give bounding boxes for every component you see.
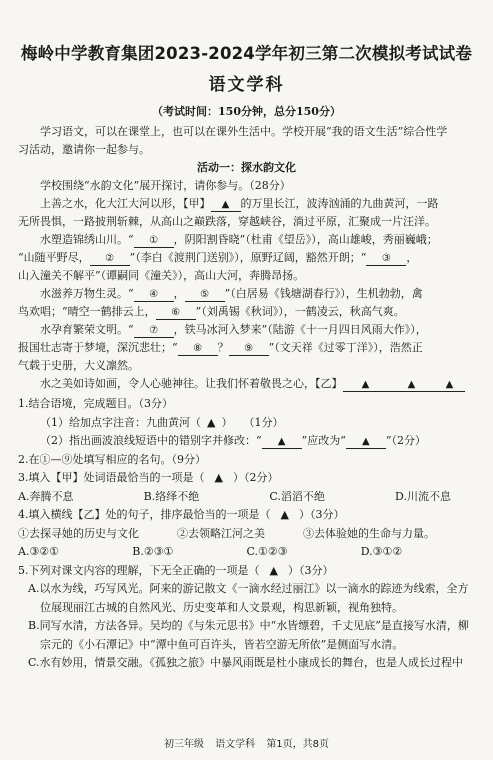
items-q4 [18, 525, 475, 544]
sentence-item: ②去领略江河之美 [177, 526, 265, 540]
sentence-item: ③去体验她的生命与力量。 [303, 526, 435, 540]
answer-mark: ▲ [214, 471, 223, 484]
question-text: ）（3分） [287, 563, 334, 577]
passage-text: 鸟欢唱；“晴空一鹤排云上， [18, 305, 156, 318]
option: B.②③① [132, 545, 174, 558]
option: D.③①② [360, 545, 403, 558]
passage-text: 水之美如诗如画，令人心驰神往。让我们怀着敬畏之心，【乙】 [40, 377, 343, 390]
blank-yi: ▲ [435, 378, 465, 392]
passage-text: ”（文天祥《过零丁洋》），浩然正 [268, 341, 423, 354]
option: D.川流不息 [395, 489, 451, 503]
option-b: B.同写水清，方法各异。吴均的《与朱元思书》中“水皆缥碧，千丈见底”是直接写水清，柳宗元的《小石潭记》中“潭中鱼可百许头，皆若空游无所依”是侧面写水清。 [28, 619, 469, 651]
option: A.③②① [18, 545, 60, 558]
passage-text: 报国壮志寄于梦境，深沉悲壮；“ [18, 341, 178, 354]
passage-text: ？ [217, 341, 229, 354]
answer-mark: ▲ [207, 415, 216, 429]
sentence-item: ①去探寻她的历史与文化 [18, 526, 139, 540]
answer-blank: ▲ [262, 435, 302, 449]
blank-9: ⑨ [229, 342, 269, 356]
passage-text: ”（李白《渡荆门送别》），原野辽阔，豁然开朗；“ [129, 251, 367, 264]
option: C.滔滔不绝 [269, 489, 325, 503]
blank-yi: ▲ [343, 378, 389, 392]
footer-subject: 语文学科 [215, 739, 256, 750]
passage-text: ， [406, 251, 418, 264]
options-q4 [18, 543, 475, 562]
footer-grade: 初三年级 [163, 739, 204, 750]
passage-text: 的万里长江，波涛汹涌的九曲黄河，一路 [240, 197, 439, 210]
question-text: （1）给加点字注音：九曲黄河（ [40, 415, 201, 429]
footer-page: 第1页，共8页 [266, 739, 330, 750]
question-list [18, 395, 475, 673]
option: A.奔腾不息 [18, 489, 74, 503]
activity-heading: 活动一：探水韵文化 [197, 161, 296, 174]
option: B.络绎不绝 [143, 489, 200, 503]
blank-3: ③ [366, 252, 406, 266]
question-text: ） （1分） [221, 415, 284, 429]
intro-line: 学习语文，可以在课堂上，也可以在课外生活中。学校开展“我的语文生活”综合性学 [40, 125, 448, 138]
blank-jia: ▲ [211, 198, 241, 212]
question-2: 2.在①—⑨处填写相应的名句。（9分） [18, 452, 206, 466]
blank-5: ⑤ [185, 288, 225, 302]
blank-yi: ▲ [389, 378, 435, 392]
exam-info: （考试时间：150分钟，总分150分） [152, 105, 341, 118]
passage-text: 水塑造锦绣山川。“ [40, 233, 134, 246]
exam-title: 梅岭中学教育集团2023-2024学年初三第二次模拟考试试卷 [20, 44, 473, 63]
passage-text: ”（白居易《钱塘湖春行》），生机勃勃，禽 [224, 287, 423, 300]
option-a: A.以水为线，巧写风光。阿来的游记散文《一滴水经过丽江》以一滴水的踪迹为线索，全方位展现丽江古城的自然风光、历史变革和人文景观，构思新颖，视角独特。 [28, 582, 469, 614]
blank-8: ⑧ [178, 342, 218, 356]
blank-1: ① [134, 234, 174, 248]
question-1: 1.结合语境，完成题目。（3分） [18, 397, 173, 410]
passage-text: “山随平野尽， [18, 251, 90, 264]
question-text: ”（2分） [385, 434, 426, 447]
reading-passage [18, 195, 475, 393]
subject-title: 语文学科 [208, 75, 285, 95]
answer-mark: ▲ [269, 563, 278, 577]
passage-text: 水滋养万物生灵。“ [40, 287, 134, 300]
intro-line: 习活动，邀请你一起参与。 [18, 143, 150, 156]
passage-text: 无所畏惧，一路披荆斩棘，从高山之巅跌落，穿越峡谷，淌过平原，汇聚成一片汪洋。 [18, 215, 436, 228]
blank-7: ⑦ [134, 324, 174, 338]
activity-task: 学校围绕“水韵文化”展开探讨，请你参与。（28分） [40, 179, 291, 192]
passage-text: 水孕育繁荣文明。“ [40, 323, 134, 336]
question-3: 3.填入【甲】处词语最恰当的一项是（ [18, 471, 205, 484]
question-text: ）（2分） [232, 471, 279, 484]
passage-text: 气载于史册，大义凛然。 [18, 359, 139, 372]
answer-blank: ▲ [346, 435, 386, 449]
blank-6: ⑥ [156, 306, 196, 320]
page-footer [0, 735, 493, 750]
option-c: C.水有妙用，情景交融。《孤独之旅》中暴风雨既是杜小康成长的舞台，也是人成长过程中 [28, 656, 464, 669]
option: C.①②③ [246, 545, 288, 558]
question-5: 5.下列对课文内容的理解，下无全正确的一项是（ [18, 563, 260, 577]
passage-text: ，阴阳割昏晓”（杜甫《望岳》），高山雄峻，秀丽巍峨； [173, 233, 438, 246]
blank-2: ② [90, 252, 130, 266]
question-text: ）（3分） [298, 508, 345, 521]
answer-mark: ▲ [280, 508, 289, 521]
question-text: ”应改为“ [301, 434, 346, 447]
passage-text: 山入潼关不解平”（谭嗣同《潼关》），高山大河，奔腾昂扬。 [18, 269, 305, 282]
passage-text: ， [173, 287, 185, 300]
question-4: 4.填入横线【乙】处的句子，排序最恰当的一项是（ [18, 508, 271, 521]
blank-4: ④ [134, 288, 174, 302]
passage-text: ”（刘禹锡《秋词》），一鹤凌云，秋高气爽。 [195, 305, 405, 318]
question-text: （2）指出画波浪线短语中的错别字并修改：“ [40, 434, 262, 447]
passage-text: 上善之水，化大江大河以形，【甲】 [40, 197, 211, 210]
options-q3 [18, 488, 475, 507]
passage-text: ，铁马冰河入梦来”（陆游《十一月四日风雨大作》）， [173, 323, 427, 336]
